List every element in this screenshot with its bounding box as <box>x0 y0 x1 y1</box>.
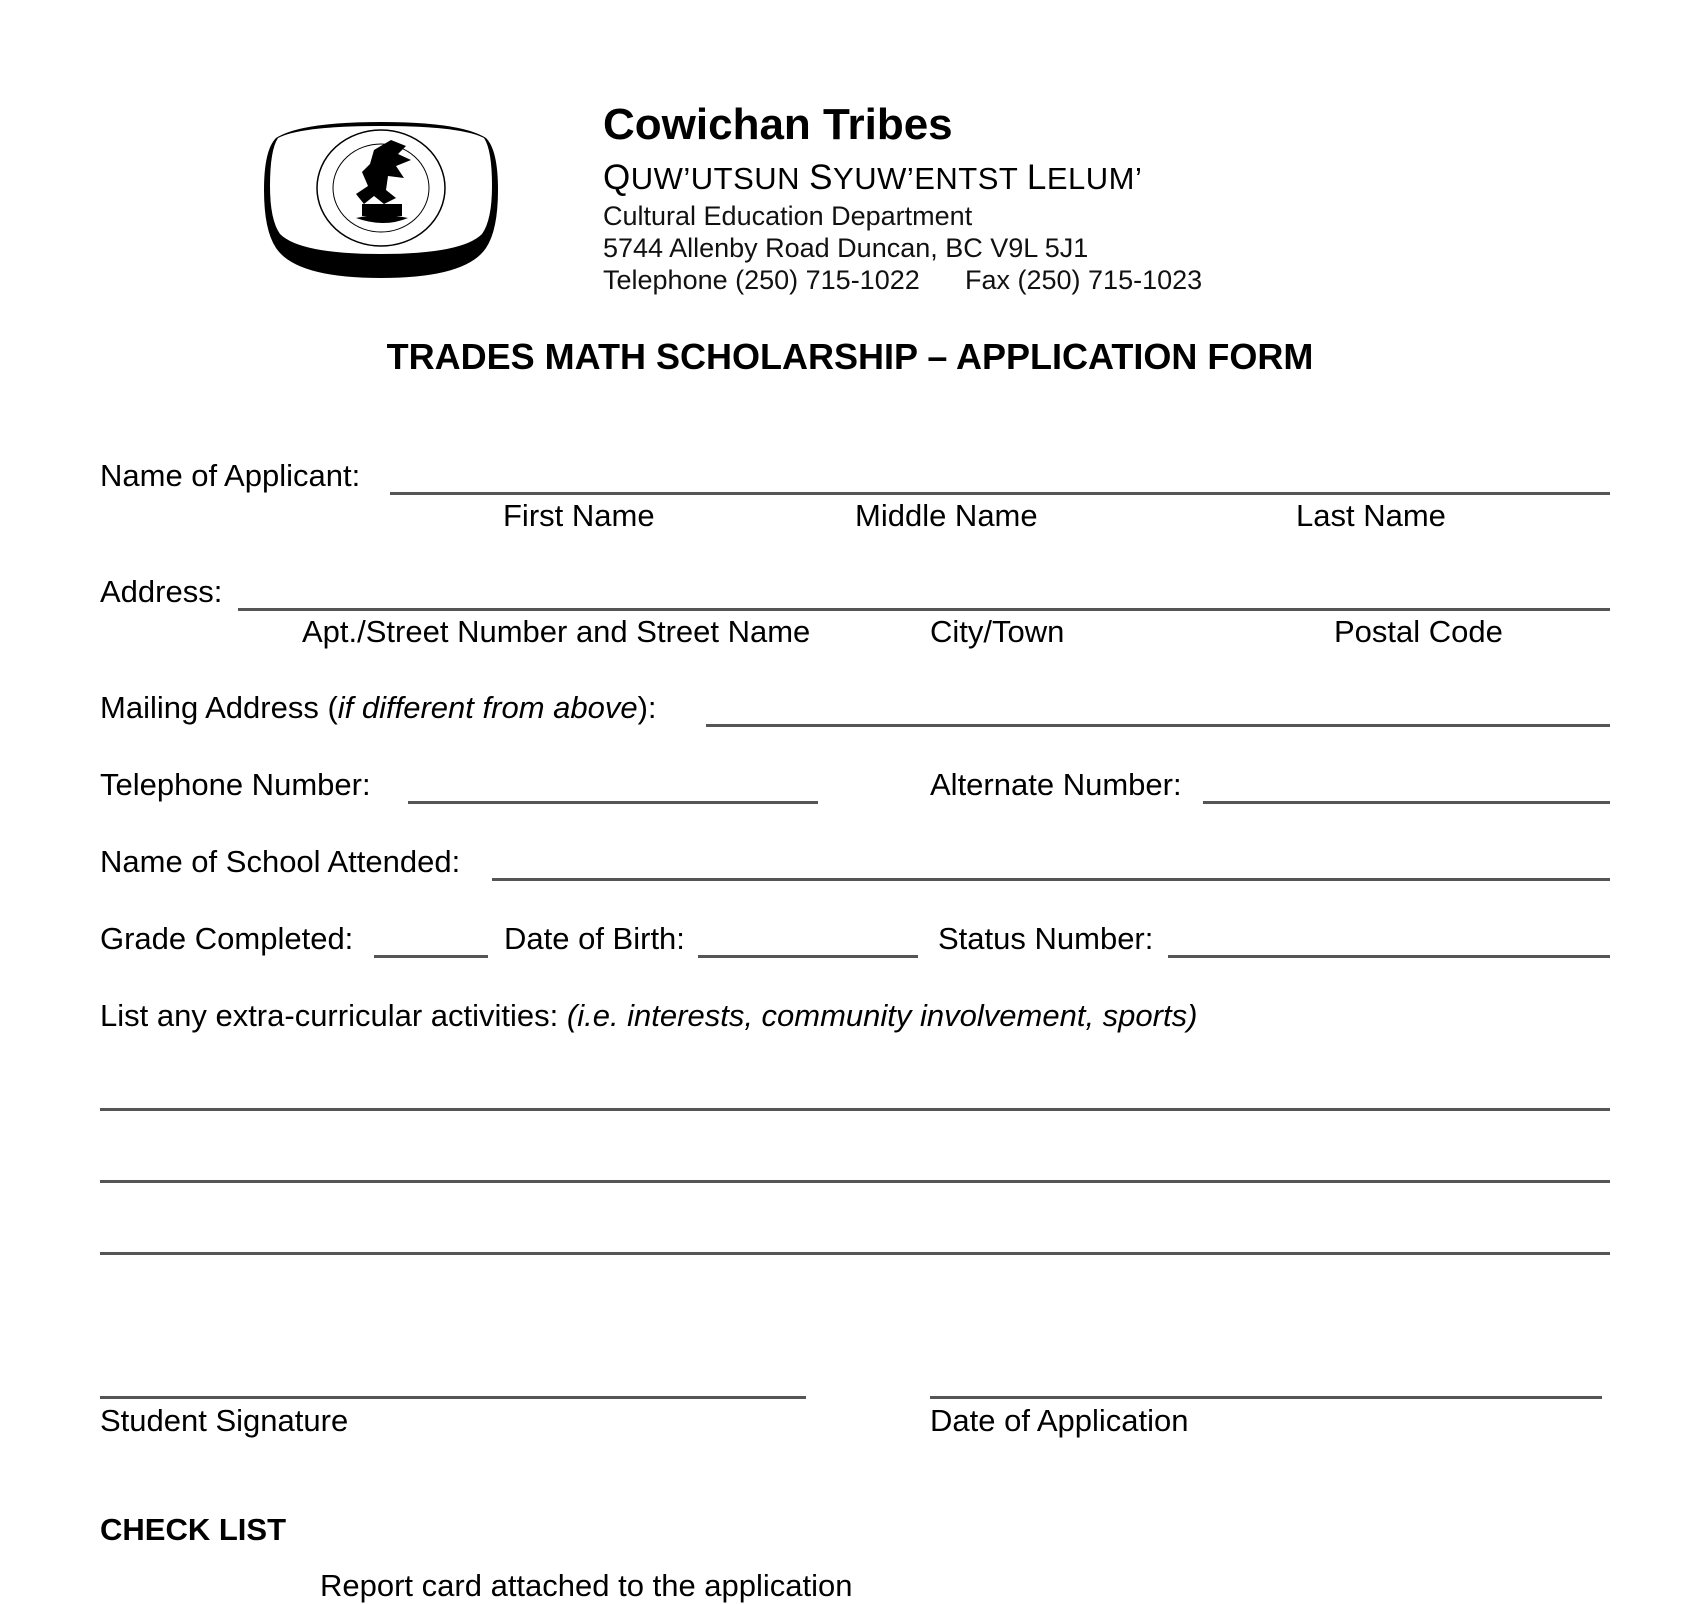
department: Cultural Education Department <box>603 201 973 231</box>
cowichan-seal-icon <box>256 120 506 282</box>
checklist-item: Report card attached to the application <box>320 1568 853 1603</box>
date-of-application-field[interactable] <box>930 1396 1602 1399</box>
telephone-label: Telephone Number: <box>100 767 371 802</box>
activities-line-2[interactable] <box>100 1180 1610 1183</box>
alternate-number-label: Alternate Number: <box>930 767 1182 802</box>
form-title: TRADES MATH SCHOLARSHIP – APPLICATION FORM <box>386 336 1314 377</box>
address-label: Address: <box>100 574 223 609</box>
school-field[interactable] <box>492 878 1610 881</box>
grade-label: Grade Completed: <box>100 921 354 956</box>
name-field[interactable] <box>390 492 1610 495</box>
org-address: 5744 Allenby Road Duncan, BC V9L 5J1 <box>603 233 1089 263</box>
first-name-caption: First Name <box>503 498 655 533</box>
address-field[interactable] <box>238 608 1610 611</box>
org-fax: Fax (250) 715-1023 <box>965 265 1203 295</box>
status-number-field[interactable] <box>1168 955 1610 958</box>
dob-label: Date of Birth: <box>504 921 685 956</box>
school-label: Name of School Attended: <box>100 844 461 879</box>
date-of-application-label: Date of Application <box>930 1403 1189 1438</box>
street-caption: Apt./Street Number and Street Name <box>302 614 811 649</box>
activities-line-3[interactable] <box>100 1252 1610 1255</box>
mailing-address-field[interactable] <box>706 724 1610 727</box>
activities-label: List any extra-curricular activities: (i.e. interests, community involvement, sports) <box>100 998 1198 1033</box>
name-label: Name of Applicant: <box>100 458 361 493</box>
postal-code-caption: Postal Code <box>1334 614 1503 649</box>
org-telephone: Telephone (250) 715-1022 <box>603 265 920 295</box>
city-caption: City/Town <box>930 614 1065 649</box>
middle-name-caption: Middle Name <box>855 498 1038 533</box>
dob-field[interactable] <box>698 955 918 958</box>
mailing-address-label: Mailing Address (if different from above): <box>100 690 657 725</box>
activities-line-1[interactable] <box>100 1108 1610 1111</box>
org-subtitle: QUW’UTSUN SYUW’ENTST LELUM’ <box>603 158 1143 197</box>
grade-field[interactable] <box>374 955 488 958</box>
alternate-number-field[interactable] <box>1203 801 1610 804</box>
signature-field[interactable] <box>100 1396 806 1399</box>
signature-label: Student Signature <box>100 1403 349 1438</box>
last-name-caption: Last Name <box>1296 498 1446 533</box>
org-name: Cowichan Tribes <box>603 100 953 149</box>
telephone-field[interactable] <box>408 801 818 804</box>
checklist-title: CHECK LIST <box>100 1512 286 1547</box>
status-number-label: Status Number: <box>938 921 1154 956</box>
